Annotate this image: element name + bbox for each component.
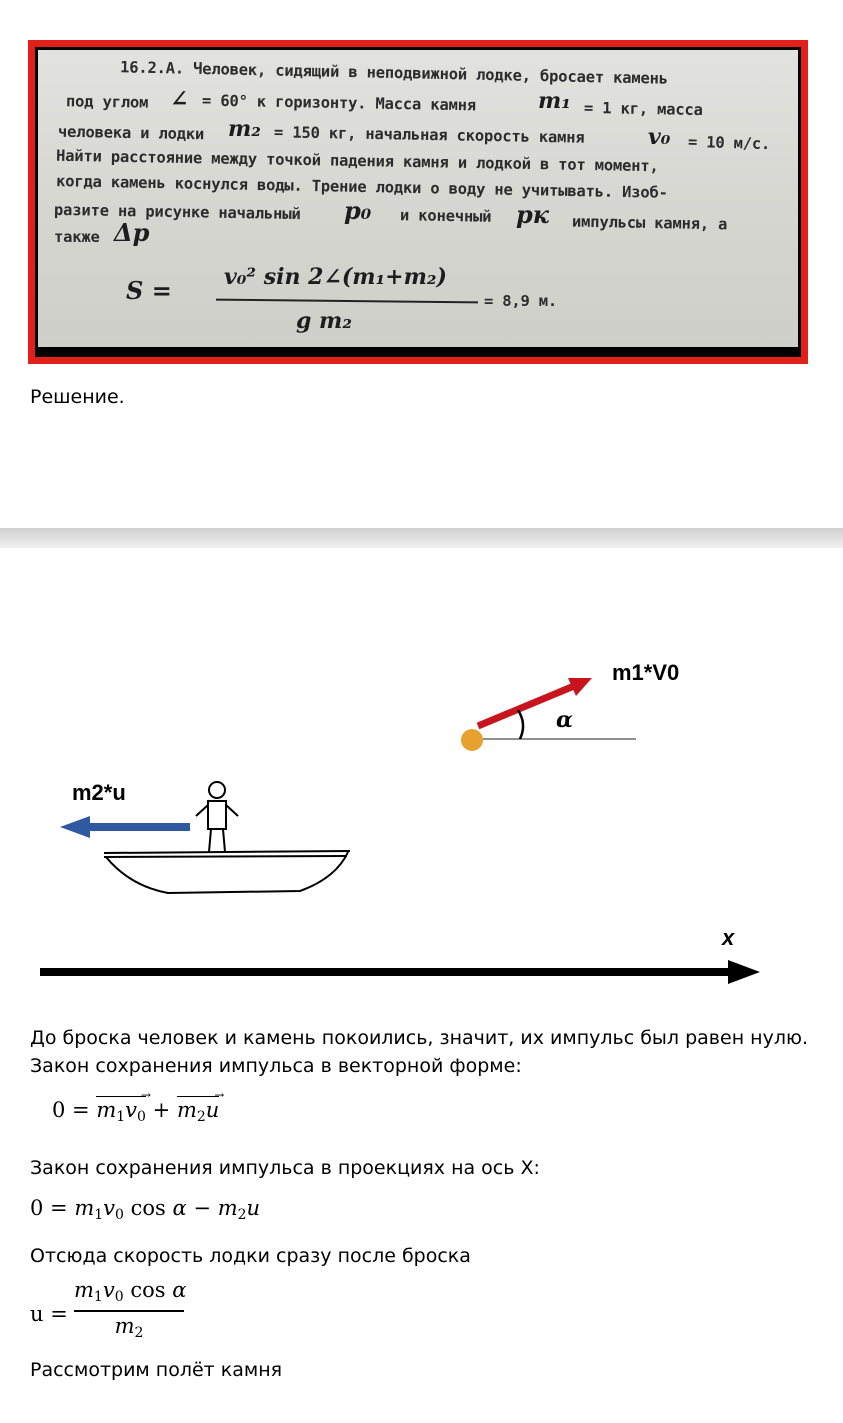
- formula2-lhs: 0 =: [30, 1196, 68, 1220]
- paragraph-rest-momentum: До броска человек и камень покоились, значит, их импульс был равен нулю.: [30, 1027, 808, 1049]
- formula1-m2-sub: 2: [196, 1109, 206, 1125]
- page-divider: [0, 528, 843, 548]
- photo-line-2a: под углом: [65, 92, 149, 112]
- photo-line-7: также: [54, 228, 100, 246]
- x-axis-arrowhead: [728, 960, 760, 984]
- solution-heading: Решение.: [30, 386, 125, 408]
- formula2-v-sub: 0: [115, 1207, 124, 1223]
- formula1-arrow2-icon: →: [214, 1088, 225, 1102]
- photo-hand-denominator: g m₂: [296, 308, 352, 334]
- photo-hand-p0: p₀: [344, 196, 372, 225]
- formula3-num-v-sub: 0: [114, 1289, 124, 1305]
- stone-momentum-label: m1*V0: [612, 660, 680, 685]
- formula2-alpha: α: [172, 1196, 187, 1220]
- problem-photo: [38, 50, 798, 347]
- photo-line-2b: = 60° к горизонту. Масса камня: [201, 91, 477, 115]
- formula3-num-v: v: [102, 1278, 115, 1302]
- boat-momentum-arrow: [86, 823, 190, 831]
- photo-hand-v0: v₀: [648, 124, 671, 150]
- photo-hand-m1: m₁: [538, 88, 571, 114]
- formula1-m2: m: [176, 1098, 197, 1122]
- photo-line-1: 16.2.А. Человек, сидящий в неподвижной лодке, бросает камень: [119, 58, 669, 88]
- formula3-num-alpha: α: [172, 1278, 187, 1302]
- formula2-m2-sub: 2: [237, 1207, 247, 1223]
- formula2-minus: −: [193, 1196, 212, 1220]
- formula1-v0: v: [125, 1098, 138, 1122]
- x-axis: [40, 968, 736, 976]
- paragraph-stone-flight: Рассмотрим полёт камня: [30, 1359, 283, 1381]
- photo-hand-m2: m₂: [228, 116, 261, 142]
- photo-line-3a: человека и лодки: [57, 122, 205, 144]
- photo-line-5: когда камень коснулся воды. Трение лодки о воду не учитывать. Изоб-: [55, 172, 668, 202]
- photo-hand-alpha: ∠: [170, 86, 189, 112]
- formula-boat-speed-numerator: [74, 1278, 187, 1305]
- photo-line-6c: импульсы камня, а: [571, 212, 728, 234]
- photo-line-6b: и конечный: [399, 206, 492, 226]
- photo-line-2c: = 1 кг, масса: [583, 98, 703, 120]
- formula2-u: u: [246, 1196, 261, 1220]
- paragraph-projection-law: Закон сохранения импульса в проекциях на ось Х:: [30, 1157, 540, 1179]
- boat-momentum-label: m2*u: [72, 780, 126, 805]
- formula1-v0-sub: 0: [137, 1109, 146, 1125]
- formula1-m1-sub: 1: [116, 1109, 126, 1125]
- formula1-vector-m1v0: [96, 1088, 151, 1125]
- formula-vector-momentum: [52, 1088, 225, 1125]
- boat: [104, 851, 350, 893]
- formula2-v: v: [103, 1196, 116, 1220]
- stone: [461, 729, 483, 751]
- formula2-m2: m: [217, 1196, 238, 1220]
- formula-projection: [30, 1196, 260, 1223]
- formula3-num-m-sub: 1: [93, 1289, 103, 1305]
- formula1-lhs: 0 =: [52, 1098, 90, 1122]
- formula-boat-speed-lhs: u =: [30, 1302, 68, 1326]
- photo-hand-dp: Δp: [114, 218, 150, 247]
- angle-label: α: [556, 707, 573, 733]
- photo-line-3b: = 150 кг, начальная скорость камня: [273, 123, 585, 147]
- angle-arc: [518, 710, 523, 739]
- person-figure: [196, 782, 238, 852]
- formula2-m1: m: [74, 1196, 95, 1220]
- photo-result: = 8,9 м.: [484, 292, 558, 310]
- photo-fraction-bar: [216, 299, 478, 304]
- formula3-den-m: m: [114, 1314, 135, 1338]
- x-axis-label: x: [722, 925, 735, 950]
- photo-hand-numerator: v₀² sin 2∠(m₁+m₂): [224, 264, 447, 290]
- problem-photo-frame: [28, 40, 808, 364]
- formula3-den-m-sub: 2: [134, 1325, 144, 1341]
- formula1-vector-m2u: [176, 1088, 225, 1125]
- boat-momentum-arrowhead: [60, 816, 90, 838]
- formula1-u: u: [205, 1098, 220, 1122]
- photo-hand-s: S =: [126, 276, 172, 305]
- photo-line-6a: разите на рисунке начальный: [53, 200, 301, 224]
- formula2-m1-sub: 1: [94, 1207, 104, 1223]
- photo-line-3c: = 10 м/с.: [687, 132, 771, 154]
- formula-boat-speed-bar: [74, 1310, 184, 1312]
- formula1-plus: +: [152, 1098, 171, 1122]
- formula1-arrow1-icon: →: [140, 1088, 151, 1102]
- photo-line-4: Найти расстояние между точкой падения камня и лодкой в тот момент,: [55, 146, 659, 176]
- formula1-m1: m: [96, 1098, 117, 1122]
- paragraph-boat-speed: Отсюда скорость лодки сразу после броска: [30, 1245, 471, 1267]
- formula3-num-cos: cos: [130, 1278, 166, 1302]
- formula2-cos: cos: [130, 1196, 166, 1220]
- momentum-diagram: [0, 600, 843, 1000]
- formula3-num-m: m: [74, 1278, 94, 1302]
- photo-hand-pk: pк: [516, 200, 550, 229]
- formula-boat-speed-denominator: [74, 1314, 184, 1341]
- paragraph-vector-law: Закон сохранения импульса в векторной форме:: [30, 1055, 522, 1077]
